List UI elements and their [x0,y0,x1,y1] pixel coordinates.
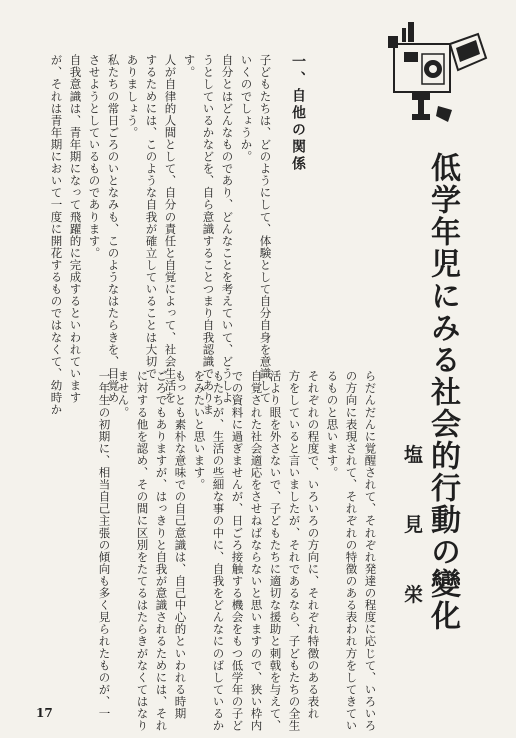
text-column: に対する他を認め、その間に区別をたてるはたらきがなくてはなり [135,370,150,732]
text-column: らだんだんに覚醒されて、それぞれ発達の程度に応じて、いろいろ [363,370,378,732]
text-column: 方をしていると言いましたが、それであるなら、子どもたちの全生 [287,370,302,732]
text-column: 自我意識は、青年期になって飛躍的に完成するといわれています [68,54,83,404]
text-column: ごろでもありますが、はっきりと自我が意識されるためには、それ [154,370,169,732]
text-column: が、それは青年期において一度に開花するものではなくて、幼時か [49,54,64,416]
text-column: での資料に過ぎませんが、日ごろ接触する機会をもつ低学年の子ど [230,370,245,732]
text-column: 子どもたちは、どのようにして、体験として自分自身を意識して [258,54,273,404]
article-title: 低学年児にみる社会的行動の變化 [425,152,460,632]
text-column: もたちが、生活の些細な事の中に、自我をどんなにのばしているか [211,370,226,732]
text-column: もっとも素朴な意味での自己意識は、自己中心的といわれる時期 [173,370,188,720]
text-column: るものと思います。 [325,370,340,479]
author-char-3: 栄 [404,584,424,606]
text-column: の方向に表現されて、それぞれの特徴のある表われ方をしてきてい [344,370,359,732]
camera-illustration [382,18,492,132]
text-column: す。 [182,54,197,79]
text-column: 人が自律的人間として、自分の責任と自覚によって、社会生活を [163,54,178,404]
section-heading: 一、自他の関係 [290,54,306,173]
text-column: 活より眼を外さないで、子どもたちに適切な援助と刺戟を与えて、 [268,370,283,732]
text-column: させようとしているものであります。 [87,54,102,259]
text-column: いくのでしょうか。 [239,54,254,163]
text-column: 一年生の初期に、相当自己主張の傾向も多く見られたものが、一 [97,370,112,720]
text-column: 自分とはどんなものであり、どんなことを考えていて、どうしよ [220,54,235,404]
text-column: 私たちの常日ごろのいとなみも、このようなはたらきを、目覚め [106,54,121,404]
author-char-2: 見 [404,514,424,536]
text-column: するためには、このような自我が確立していることは大切で [144,54,159,380]
author-char-1: 塩 [404,444,424,466]
text-column: ません。 [116,370,131,419]
text-column: うとしているかなどを、自ら意識することつまり自我認識でありま [201,54,216,416]
text-column: ありましょう。 [125,54,140,139]
text-column: をみたいと思います。 [192,370,207,491]
text-column: 自覚された社会適応をさせねばならないと思いますので、狭い枠内 [249,370,264,732]
camera-drawing [382,18,492,128]
page-number: 17 [36,706,53,720]
text-column: それぞれの程度で、いろいろの方向に、それぞれ特徴のある表れ [306,370,321,720]
